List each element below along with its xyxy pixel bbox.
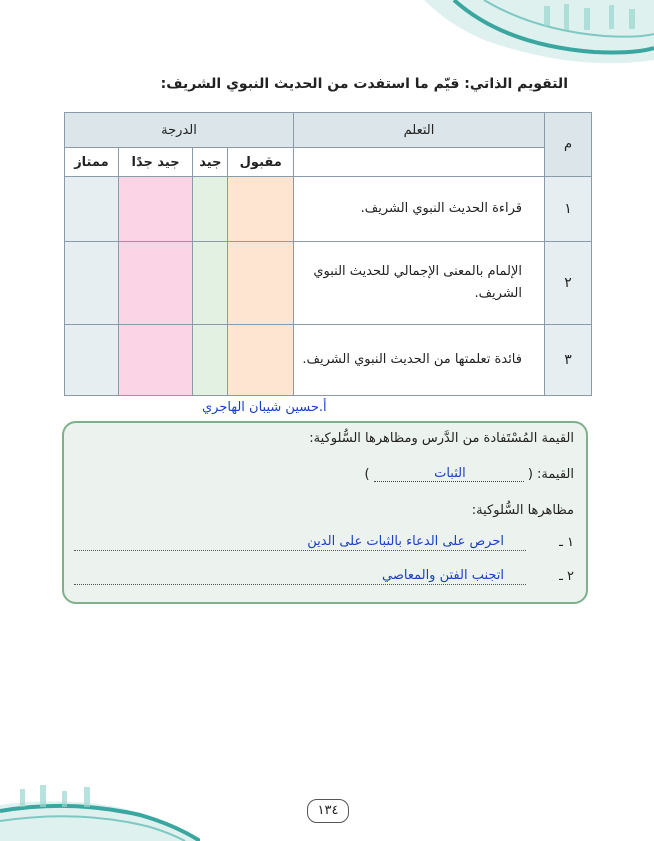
cell-excellent[interactable]: [65, 177, 119, 242]
value-close: ): [364, 467, 370, 482]
table-row: [65, 242, 592, 325]
value-answer-field[interactable]: [374, 467, 524, 482]
behavior-answer: اتجنب الفتن والمعاصي: [381, 568, 504, 583]
value-label: القيمة: (: [527, 467, 574, 482]
grade-acceptable: مقبول: [228, 148, 294, 177]
teacher-name: أ.حسين شيبان الهاجري: [202, 400, 327, 415]
row-learning: الإلمام بالمعنى الإجمالي للحديث النبوي الشريف.: [294, 242, 545, 325]
section-title: التقويم الذاتي: قيّم ما استفدت من الحديث النبوي الشريف:: [160, 76, 568, 92]
behavior-answer: احرص على الدعاء بالثبات على الدين: [307, 534, 504, 549]
page-number: ١٣٤: [307, 799, 349, 823]
corner-decoration-bottom: [0, 781, 200, 841]
header-num: م: [545, 113, 592, 177]
cell-excellent[interactable]: [65, 242, 119, 325]
cell-very-good[interactable]: [118, 177, 192, 242]
value-answer: الثبات: [434, 466, 466, 481]
behaviors-label: مظاهرها السُّلوكية:: [471, 503, 574, 518]
cell-good[interactable]: [193, 242, 228, 325]
row-number: ٢: [545, 242, 592, 325]
header-learning-blank: [294, 148, 545, 177]
cell-excellent[interactable]: [65, 325, 119, 396]
value-line: [364, 467, 574, 482]
corner-decoration-top: [424, 0, 654, 70]
behavior-line[interactable]: [74, 533, 574, 553]
dotted-line: [74, 584, 526, 585]
cell-acceptable[interactable]: [228, 242, 294, 325]
value-box: [62, 421, 588, 604]
table-row: [65, 325, 592, 396]
row-learning: فائدة تعلمتها من الحديث النبوي الشريف.: [294, 325, 545, 396]
row-number: ٣: [545, 325, 592, 396]
dotted-line: [74, 550, 526, 551]
cell-acceptable[interactable]: [228, 177, 294, 242]
behavior-index: ٢ ـ: [559, 569, 574, 584]
self-evaluation-table: [64, 112, 592, 396]
header-learning: التعلم: [294, 113, 545, 148]
cell-very-good[interactable]: [118, 242, 192, 325]
value-box-title: القيمة المُسْتَفادة من الدَّرس ومظاهرها السُّلوكية:: [309, 431, 574, 446]
cell-very-good[interactable]: [118, 325, 192, 396]
behavior-line[interactable]: [74, 567, 574, 587]
behavior-index: ١ ـ: [559, 535, 574, 550]
grade-very-good: جيد جدًا: [118, 148, 192, 177]
row-learning: قراءة الحديث النبوي الشريف.: [294, 177, 545, 242]
table-row: [65, 177, 592, 242]
cell-good[interactable]: [193, 177, 228, 242]
grade-good: جيد: [193, 148, 228, 177]
row-number: ١: [545, 177, 592, 242]
grade-excellent: ممتاز: [65, 148, 119, 177]
cell-good[interactable]: [193, 325, 228, 396]
header-grade: الدرجة: [65, 113, 294, 148]
cell-acceptable[interactable]: [228, 325, 294, 396]
